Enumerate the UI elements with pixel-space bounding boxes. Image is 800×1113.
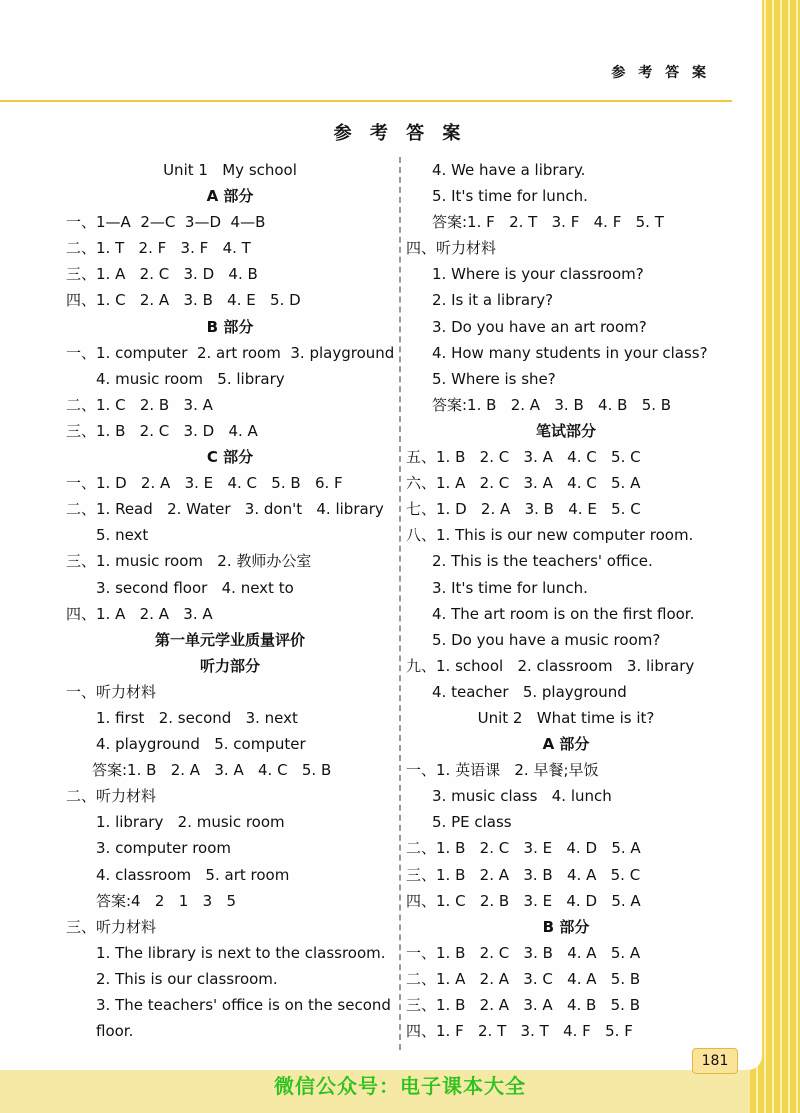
- answer-line: 2. This is the teachers' office.: [432, 552, 653, 571]
- answer-line: 答案:1. B 2. A 3. A 4. C 5. B: [92, 761, 332, 780]
- answer-line: 三、1. A 2. C 3. D 4. B: [66, 265, 258, 284]
- answer-line: 4. playground 5. computer: [96, 735, 306, 754]
- answer-line: 4. teacher 5. playground: [432, 682, 627, 701]
- answer-line: Unit 1 My school: [163, 161, 297, 179]
- column-divider: [399, 157, 401, 1050]
- answer-line: 4. How many students in your class?: [432, 343, 708, 362]
- answer-line: 笔试部分: [535, 421, 596, 440]
- answer-line: 3. second floor 4. next to: [96, 578, 294, 597]
- answer-line: 二、1. Read 2. Water 3. don't 4. library: [66, 500, 384, 519]
- answer-line: 三、1. B 2. A 3. B 4. A 5. C: [406, 865, 641, 884]
- answer-line: 二、听力材料: [66, 787, 157, 806]
- answer-line: 六、1. A 2. C 3. A 4. C 5. A: [406, 474, 641, 493]
- answer-line: 1. Where is your classroom?: [432, 265, 644, 284]
- answer-line: 一、1. B 2. C 3. B 4. A 5. A: [406, 943, 641, 962]
- answer-line: floor.: [96, 1022, 134, 1041]
- answer-line: 听力部分: [199, 656, 260, 675]
- corner-title: 参 考 答 案: [611, 65, 710, 81]
- answer-line: 5. PE class: [432, 813, 512, 832]
- right-column: [406, 157, 726, 1044]
- answer-line: 二、1. A 2. A 3. C 4. A 5. B: [406, 969, 641, 988]
- answer-line: A 部分: [206, 187, 254, 206]
- left-column: [66, 157, 394, 1044]
- answer-line: 4. classroom 5. art room: [96, 865, 290, 884]
- answer-line: 4. The art room is on the first floor.: [432, 604, 695, 623]
- answer-line: 2. This is our classroom.: [96, 969, 278, 988]
- answer-line: Unit 2 What time is it?: [477, 708, 655, 727]
- page-number: 181: [692, 1048, 738, 1074]
- answer-line: 答案:4 2 1 3 5: [96, 891, 236, 910]
- answer-line: 5. next: [96, 526, 149, 545]
- answer-line: A 部分: [542, 735, 590, 754]
- answer-line: 3. Do you have an art room?: [432, 317, 647, 336]
- answer-line: 1. The library is next to the classroom.: [96, 943, 386, 962]
- answer-line: 三、1. B 2. A 3. A 4. B 5. B: [406, 996, 641, 1014]
- answer-line: 四、听力材料: [406, 239, 497, 258]
- answer-line: 一、1. D 2. A 3. E 4. C 5. B 6. F: [66, 474, 343, 493]
- page-title: 参 考 答 案: [333, 123, 467, 144]
- answer-line: 一、听力材料: [66, 682, 157, 701]
- answer-line: 四、1. C 2. A 3. B 4. E 5. D: [66, 291, 301, 310]
- answer-line: C 部分: [206, 448, 254, 467]
- answer-line: 三、1. B 2. C 3. D 4. A: [66, 421, 258, 440]
- answer-line: 一、1—A 2—C 3—D 4—B: [66, 213, 266, 232]
- answer-line: 三、听力材料: [66, 917, 157, 936]
- answer-line: 1. library 2. music room: [96, 813, 285, 832]
- answer-line: 答案:1. B 2. A 3. B 4. B 5. B: [432, 395, 672, 414]
- answer-line: 一、1. 英语课 2. 早餐;早饭: [406, 761, 599, 780]
- answer-line: 3. The teachers' office is on the second: [96, 996, 391, 1014]
- answer-line: 3. computer room: [96, 839, 231, 858]
- answer-line: 4. We have a library.: [432, 161, 586, 179]
- answer-line: 三、1. music room 2. 教师办公室: [66, 552, 312, 571]
- answer-line: 九、1. school 2. classroom 3. library: [406, 656, 695, 675]
- answer-line: 3. music class 4. lunch: [432, 787, 612, 806]
- answer-line: 四、1. F 2. T 3. T 4. F 5. F: [406, 1022, 633, 1041]
- answer-line: 八、1. This is our new computer room.: [406, 526, 694, 545]
- header-rule: [0, 100, 732, 102]
- answer-line: 四、1. A 2. A 3. A: [66, 604, 213, 623]
- answer-line: 1. first 2. second 3. next: [96, 708, 298, 727]
- answer-line: 5. It's time for lunch.: [432, 187, 588, 206]
- answer-line: B 部分: [542, 917, 590, 936]
- answer-line: 五、1. B 2. C 3. A 4. C 5. C: [406, 448, 641, 467]
- answer-line: 3. It's time for lunch.: [432, 578, 588, 597]
- answer-line: 5. Where is she?: [432, 369, 556, 388]
- answer-line: 4. music room 5. library: [96, 369, 285, 388]
- answer-line: 答案:1. F 2. T 3. F 4. F 5. T: [432, 213, 664, 232]
- answer-line: 七、1. D 2. A 3. B 4. E 5. C: [406, 500, 641, 519]
- answer-line: 一、1. computer 2. art room 3. playground: [66, 343, 395, 362]
- answer-line: 第一单元学业质量评价: [154, 630, 305, 649]
- answer-line: 二、1. B 2. C 3. E 4. D 5. A: [406, 839, 641, 858]
- answer-line: 5. Do you have a music room?: [432, 630, 661, 649]
- answer-line: 二、1. C 2. B 3. A: [66, 395, 213, 414]
- answer-line: 二、1. T 2. F 3. F 4. T: [66, 239, 251, 258]
- answer-line: 2. Is it a library?: [432, 291, 554, 310]
- answer-line: B 部分: [206, 317, 254, 336]
- answer-line: 四、1. C 2. B 3. E 4. D 5. A: [406, 891, 641, 910]
- watermark-text: 微信公众号：电子课本大全: [274, 1074, 526, 1098]
